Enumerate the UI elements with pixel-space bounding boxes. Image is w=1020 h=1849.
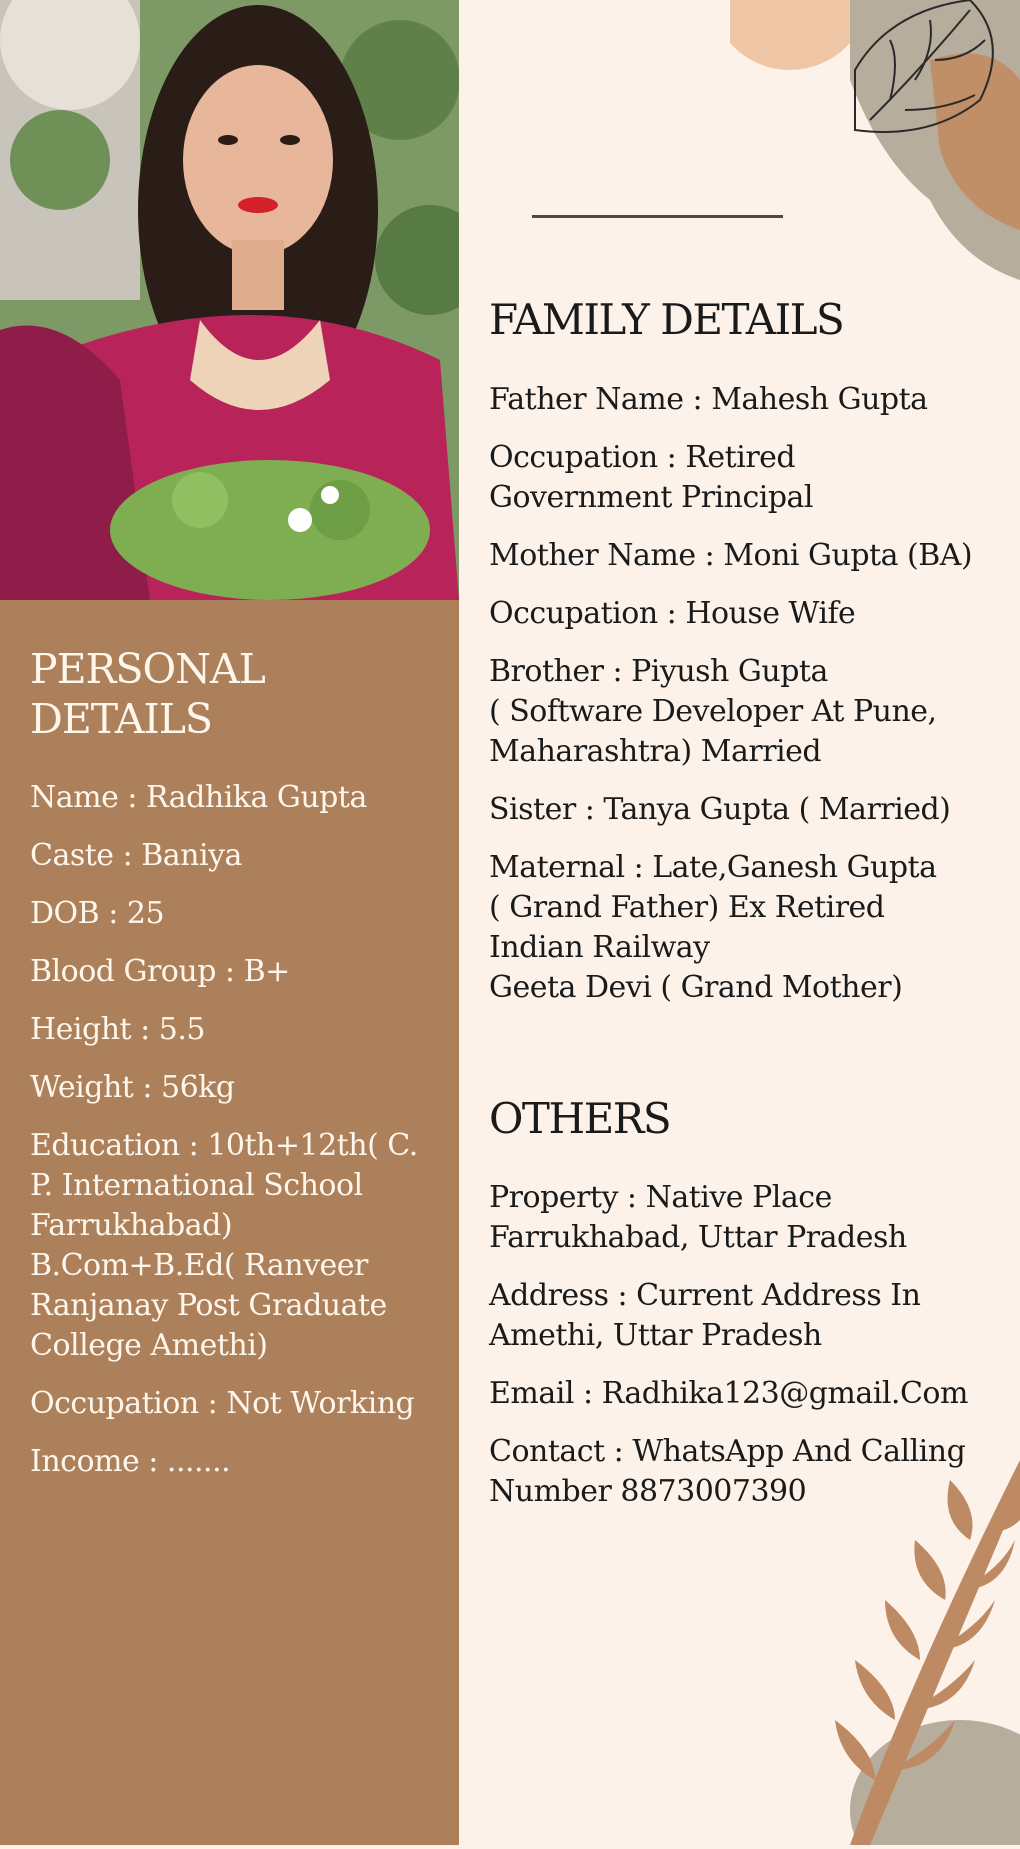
family-details-list: [489, 380, 1009, 1026]
personal-income: Income : .......: [30, 1444, 231, 1479]
family-father-occupation: Occupation : Retired Government Principal: [489, 440, 814, 515]
family-maternal: Maternal : Late,Ganesh Gupta ( Grand Father) Ex Retired Indian Railway Geeta Devi ( Grand Mother): [489, 850, 937, 1005]
personal-height: Height : 5.5: [30, 1012, 205, 1047]
leaf-decoration-top: [730, 0, 1020, 294]
personal-panel: [0, 0, 459, 1845]
family-details-heading: FAMILY DETAILS: [489, 295, 844, 344]
header-divider-line: [532, 215, 783, 218]
personal-dob: DOB : 25: [30, 896, 165, 931]
personal-weight: Weight : 56kg: [30, 1070, 235, 1105]
family-sister: Sister : Tanya Gupta ( Married): [489, 792, 951, 827]
family-brother: Brother : Piyush Gupta ( Software Developer At Pune, Maharashtra) Married: [489, 654, 937, 769]
personal-name: Name : Radhika Gupta: [30, 780, 367, 815]
others-heading: OTHERS: [489, 1094, 671, 1143]
others-property: Property : Native Place Farrukhabad, Uttar Pradesh: [489, 1180, 907, 1255]
personal-education: Education : 10th+12th( C. P. International School Farrukhabad) B.Com+B.Ed( Ranveer Ranjanay Post Graduate College Amethi): [30, 1128, 418, 1363]
profile-photo: [0, 0, 459, 600]
personal-blood-group: Blood Group : B+: [30, 954, 290, 989]
family-father-name: Father Name : Mahesh Gupta: [489, 382, 928, 417]
family-mother-name: Mother Name : Moni Gupta (BA): [489, 538, 973, 573]
leaf-decoration-bottom: [830, 1460, 1020, 1849]
family-mother-occupation: Occupation : House Wife: [489, 596, 856, 631]
others-contact: Contact : WhatsApp And Calling Number 8873007390: [489, 1434, 966, 1509]
personal-occupation: Occupation : Not Working: [30, 1386, 415, 1421]
personal-details-heading: PERSONAL DETAILS: [30, 645, 265, 743]
personal-caste: Caste : Baniya: [30, 838, 242, 873]
others-address: Address : Current Address In Amethi, Uttar Pradesh: [489, 1278, 921, 1353]
others-email: Email : Radhika123@gmail.Com: [489, 1376, 968, 1411]
personal-details-list: [30, 778, 440, 1500]
portrait-photo-illustration: [0, 0, 459, 600]
